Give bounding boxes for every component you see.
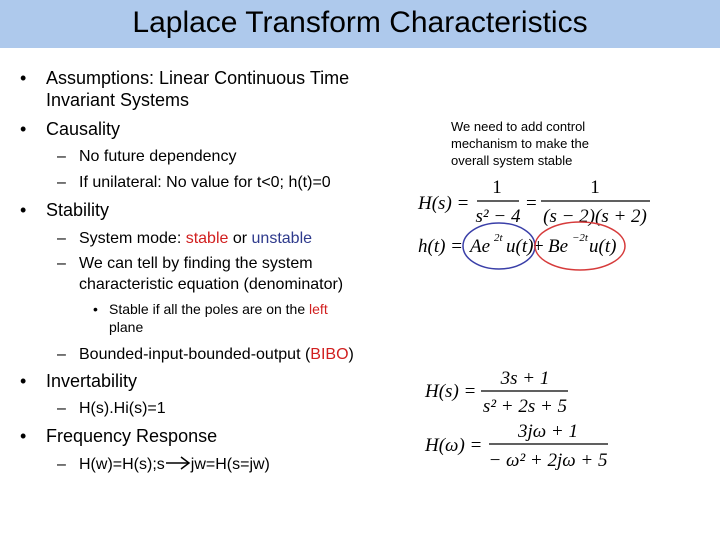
stability-sub2-line2: characteristic equation (denominator) bbox=[79, 276, 344, 293]
bullet-dot: • bbox=[93, 301, 98, 317]
unstable-word: unstable bbox=[251, 230, 313, 247]
eq3-lhs: H(s) = bbox=[425, 381, 477, 402]
frequency-sub1-pre: H(w)=H(s);s bbox=[79, 456, 165, 473]
note-line3: overall system stable bbox=[451, 153, 573, 168]
note-line1: We need to add control bbox=[451, 119, 586, 134]
dash: – bbox=[57, 456, 66, 473]
bullet-assumptions-line2: Invariant Systems bbox=[46, 90, 190, 110]
bullet-dot: • bbox=[20, 200, 27, 220]
stable-word: stable bbox=[185, 230, 229, 247]
bullet-dot: • bbox=[20, 371, 27, 391]
dash: – bbox=[57, 148, 66, 165]
equation-h-s-stable bbox=[424, 368, 568, 417]
eq2-u2: u(t) bbox=[589, 236, 617, 257]
eq2-u1: u(t) bbox=[506, 236, 534, 257]
stability-sub3-pre: Bounded-input-bounded-output ( bbox=[79, 346, 311, 363]
eq4-den: − ω² + 2jω + 5 bbox=[488, 450, 608, 471]
bullet-dot: • bbox=[20, 426, 27, 446]
eq4-num: 3jω + 1 bbox=[517, 421, 579, 442]
stability-subsub-post: plane bbox=[109, 319, 144, 335]
note-line2: mechanism to make the bbox=[451, 136, 590, 151]
bullet-dot: • bbox=[20, 119, 27, 139]
eq1-den2: (s − 2)(s + 2) bbox=[543, 206, 647, 227]
eq1-num2: 1 bbox=[590, 177, 600, 198]
equation-h-s-unstable bbox=[417, 177, 650, 227]
stability-sub3-post: ) bbox=[348, 346, 354, 363]
slide-title: Laplace Transform Characteristics bbox=[132, 6, 588, 39]
eq3-num: 3s + 1 bbox=[500, 368, 550, 389]
dash: – bbox=[57, 230, 66, 247]
equation-h-omega bbox=[424, 421, 608, 471]
eq2-exp2: −2t bbox=[572, 232, 588, 244]
stability-subsub-pre: Stable if all the poles are on the bbox=[109, 301, 310, 317]
bullet-assumptions-line1: Assumptions: Linear Continuous Time bbox=[46, 68, 350, 88]
eq3-den: s² + 2s + 5 bbox=[482, 396, 568, 417]
eq2-plus: + bbox=[533, 236, 544, 257]
dash: – bbox=[57, 400, 66, 417]
dash: – bbox=[57, 346, 66, 363]
bullet-frequency-label: Frequency Response bbox=[46, 426, 218, 446]
causality-sub2-text: If unilateral: No value for t<0; h(t)=0 bbox=[79, 174, 331, 191]
eq4-lhs: H(ω) = bbox=[425, 435, 483, 456]
eq1-den1: s² − 4 bbox=[475, 206, 521, 227]
frequency-sub1-post: jw=H(s=jw) bbox=[190, 456, 270, 473]
stability-sub2-line1: We can tell by finding the system bbox=[79, 255, 313, 272]
invertability-sub1-text: H(s).Hi(s)=1 bbox=[79, 400, 166, 417]
bullet-causality-label: Causality bbox=[46, 119, 121, 139]
causality-sub1-text: No future dependency bbox=[79, 148, 237, 165]
bibo-word: BIBO bbox=[310, 346, 349, 363]
dash: – bbox=[57, 255, 66, 272]
eq2-lhs: h(t) = bbox=[418, 236, 464, 257]
bullet-stability-label: Stability bbox=[46, 200, 110, 220]
eq2-exp1: 2t bbox=[494, 232, 503, 244]
eq2-term1: Ae bbox=[470, 236, 491, 257]
left-word: left bbox=[309, 301, 328, 317]
eq2-term2: Be bbox=[548, 236, 569, 257]
bullet-invertability-label: Invertability bbox=[46, 371, 138, 391]
eq1-equals: = bbox=[526, 193, 537, 214]
eq1-num1: 1 bbox=[492, 177, 502, 198]
equation-h-t bbox=[418, 222, 625, 270]
bullet-dot: • bbox=[20, 68, 27, 88]
stability-sub1-pre: System mode: bbox=[79, 230, 186, 247]
stability-sub1-mid: or bbox=[228, 230, 252, 247]
eq1-lhs: H(s) = bbox=[418, 193, 470, 214]
dash: – bbox=[57, 174, 66, 191]
